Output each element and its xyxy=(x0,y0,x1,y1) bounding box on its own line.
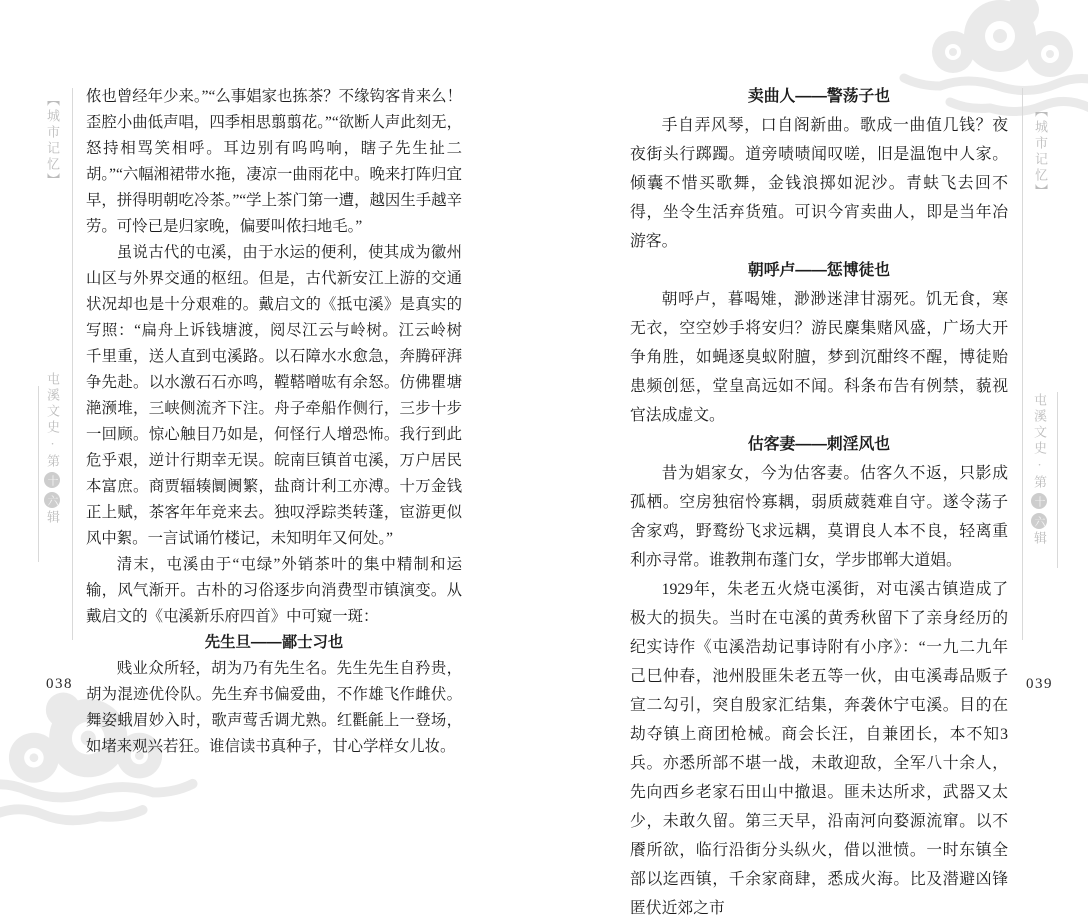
series-volume-badge: 六 xyxy=(44,492,60,508)
paragraph: 侬也曾经年少来。”“么事娼家也拣茶？不缘钩客肯来么！歪腔小曲低声唱，四季相思翦翦花。”“欲断人声此刻无，怒持相骂笑相呼。耳边别有呜呜响，瞎子先生扯二胡。”“六幅湘裙带水拖，凄凉一曲雨花中。晚来打阵归宜早，拼得明朝吃冷茶。”“学上茶门第一遭，越因生手越辛劳。可怜已是归家晚，偏要叫侬扫地毛。” xyxy=(86,88,462,235)
paragraph: 昔为娼家女，今为估客妻。估客久不返，只影成孤栖。空房独宿怜寡耦，弱质葳蕤难自守。遂令荡子舍家鸡，野鹜纷飞求远耦，莫谓良人本不良，轻离重利亦寻常。谁教荆布蓬门女，学步邯郸大道娼。 xyxy=(630,465,1008,569)
page-number-right: 039 xyxy=(1026,676,1053,692)
margin-rule xyxy=(1022,88,1023,640)
series-suffix: 辑 xyxy=(1032,531,1047,547)
series-suffix: 辑 xyxy=(45,510,60,526)
series-prefix: 屯溪文史·第 xyxy=(1032,393,1047,491)
margin-rule xyxy=(1057,392,1058,568)
left-page-text-column xyxy=(86,84,462,760)
margin-rule xyxy=(72,88,73,640)
paragraph: 1929年，朱老五火烧屯溪街，对屯溪古镇造成了极大的损失。当时在屯溪的黄秀秋留下了亲身经历的纪实诗作《屯溪浩劫记事诗附有小序》：“一九二九年己巳仲春，池州股匪朱老五等一伙，由屯溪毒品贩子宣二勾引，突自殷家汇结集，奔袭休宁屯溪。目的在劫夺镇上商团枪械。商会长汪，自兼团长，本不知3兵。亦悉所部不堪一战，未敢迎敌，全军八十余人，先向西乡老家石田山中撤退。匪未达所求，武器又太少，未敢久留。第三天早，沿南河向婺源流窜。以不餍所欲，临行沿街分头纵火，借以泄愤。一时东镇全部以迄西镇，千余家商肆，悉成火海。比及潜避凶锋匿伏近郊之市 xyxy=(630,581,1008,917)
section-heading: 估客妻——刺淫风也 xyxy=(747,436,891,453)
page-number-left: 038 xyxy=(46,676,73,692)
section-heading: 朝呼卢——惩博徒也 xyxy=(747,262,891,279)
margin-label-city-memory: 【城市记忆】 xyxy=(45,93,60,189)
paragraph: 手自弄风琴，口自阁新曲。歌成一曲值几钱？夜夜街头行踯躅。道旁啧啧闻叹嗟，旧是温饱中人家。倾囊不惜买歌舞，金钱浪掷如泥沙。青蚨飞去回不得，坐令生活弃货殖。可识今宵卖曲人，即是当年冶游客。 xyxy=(630,117,1008,250)
series-volume-badge: 六 xyxy=(1031,513,1047,529)
paragraph: 贱业众所轻，胡为乃有先生名。先生先生自矜贵，胡为混迹优伶队。先生弃书偏爱曲，不作雄飞作雌伏。舞姿蛾眉妙入时，歌声莺舌调尤熟。红氍毹上一登场，如堵来观兴若狂。谁信读书真种子，甘心学样女儿妆。 xyxy=(86,660,462,755)
series-volume-badge: 十 xyxy=(44,472,60,488)
margin-label-series xyxy=(43,372,62,526)
right-page-text-column xyxy=(630,82,1008,923)
paragraph: 清末，屯溪由于“屯绿”外销茶叶的集中精制和运输，风气渐开。古朴的习俗逐步向消费型市镇演变。从戴启文的《屯溪新乐府四首》中可窥一斑： xyxy=(86,556,462,625)
section-heading: 卖曲人——警荡子也 xyxy=(747,88,891,105)
section-heading: 先生旦——鄙士习也 xyxy=(204,634,344,651)
paragraph: 朝呼卢，暮喝雉，渺渺迷津甘溺死。饥无食，寒无衣，空空妙手将安归？游民麇集赌风盛，广场大开争角胜，如蝇逐臭蚁附膻，梦到沉酣终不醒，博徒贻患频创惩，堂皇高远如不闻。科条布告有例禁，藐视官法成虚文。 xyxy=(630,291,1008,424)
series-prefix: 屯溪文史·第 xyxy=(45,372,60,470)
margin-label-series xyxy=(1030,393,1049,547)
paragraph: 虽说古代的屯溪，由于水运的便利，使其成为徽州山区与外界交通的枢纽。但是，古代新安江上游的交通状况却也是十分艰难的。戴启文的《抵屯溪》是真实的写照：“扁舟上诉钱塘渡，阅尽江云与岭树。江云岭树千里重，送人直到屯溪路。以石障水水愈急，奔腾砰湃争先赴。以水激石石亦鸣，鞺鞳噌吰有余怒。仿佛瞿塘滟滪堆，三峡侧流齐下注。舟子牵船作侧行，三步十步一回顾。惊心触目乃如是，何怪行人增恐怖。我行到此危乎艰，逆计行期幸无误。皖南巨镇首屯溪，万户居民本富庶。商贾辐辏阛阓繁，盐商计利工亦溥。十万金钱正上赋，茶客年年竞来去。独叹浮踪类转蓬，宦游更似风中絮。一言试诵竹楼记，未知明年又何处。” xyxy=(86,244,462,547)
margin-rule xyxy=(38,386,39,562)
margin-label-city-memory: 【城市记忆】 xyxy=(1033,104,1048,200)
series-volume-badge: 十 xyxy=(1031,493,1047,509)
